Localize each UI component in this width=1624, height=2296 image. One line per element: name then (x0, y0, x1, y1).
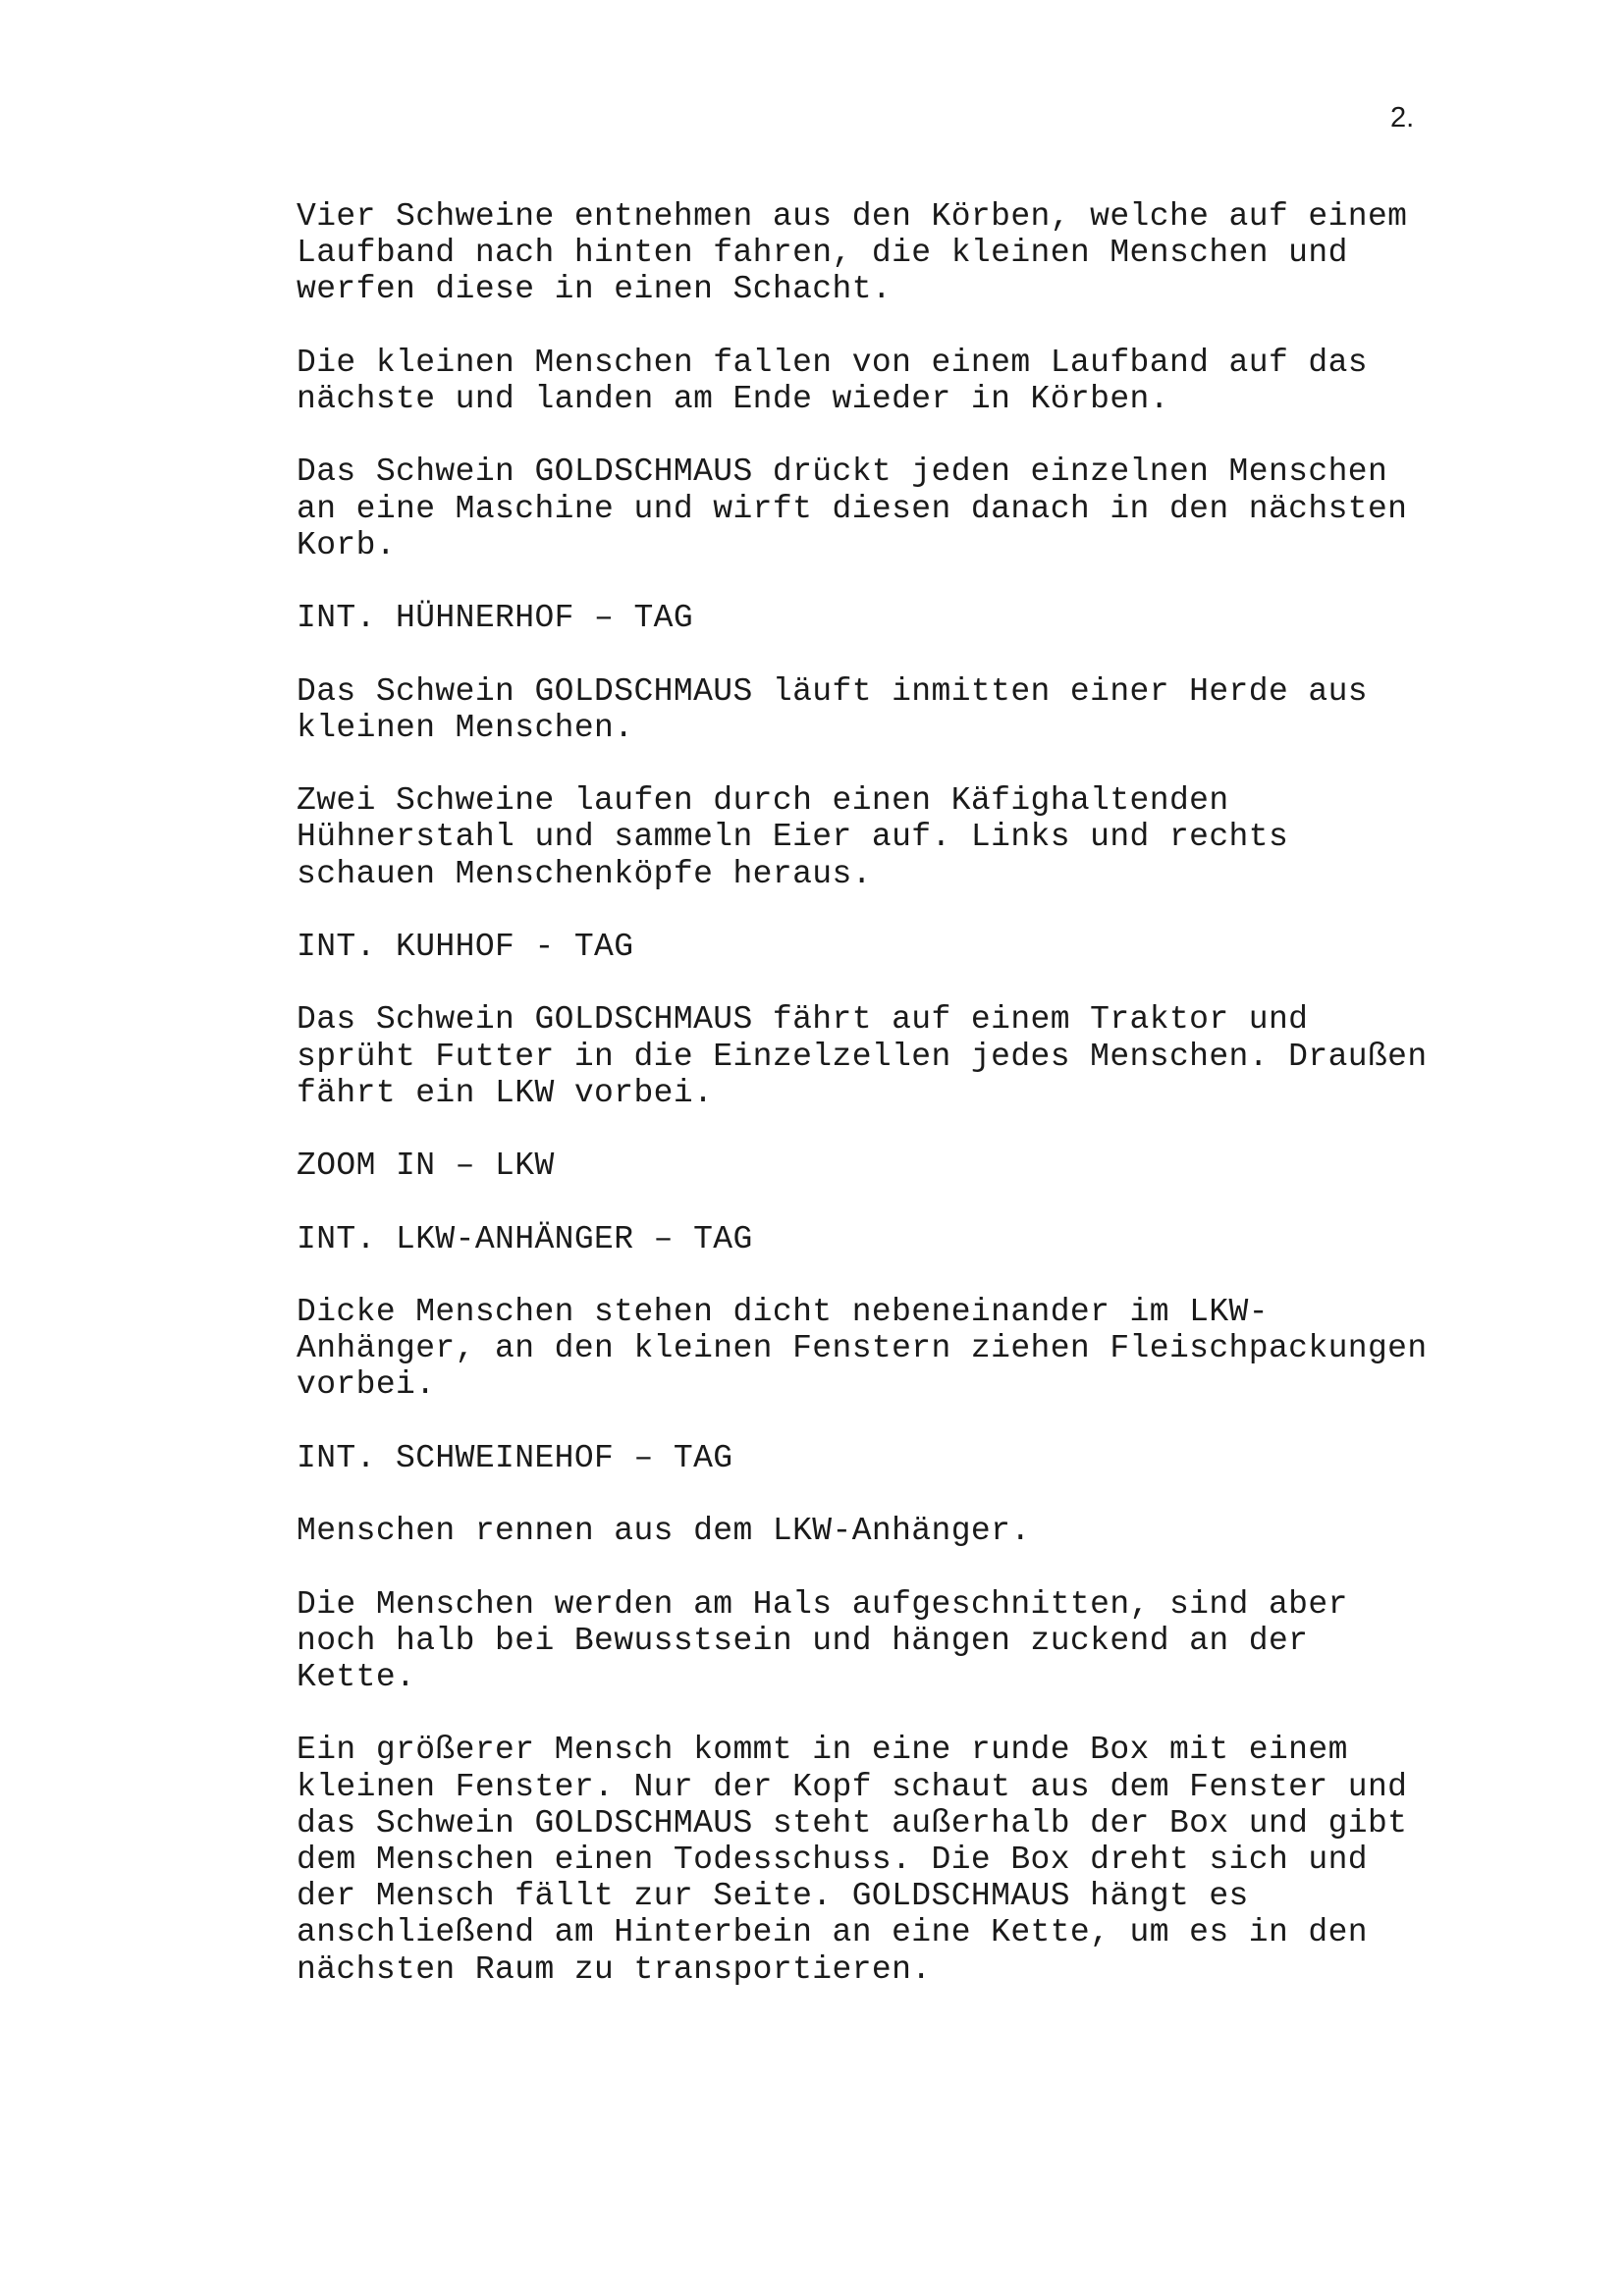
text-line: anschließend am Hinterbein an eine Kette, um es in den (297, 1914, 1368, 1951)
text-line: werfen diese in einen Schacht. (297, 271, 893, 308)
text-line: der Mensch fällt zur Seite. GOLDSCHMAUS hängt es (297, 1878, 1249, 1915)
text-line: Dicke Menschen stehen dicht nebeneinander im LKW- (297, 1293, 1269, 1330)
action-paragraph (297, 1001, 1494, 1111)
text-line: INT. SCHWEINEHOF – TAG (297, 1439, 733, 1476)
text-line: Vier Schweine entnehmen aus den Körben, welche auf einem (297, 198, 1408, 235)
screenplay-body (297, 198, 1494, 2024)
scene-heading (297, 929, 1494, 965)
scene-heading (297, 600, 1494, 636)
text-line: Laufband nach hinten fahren, die kleinen Menschen und (297, 235, 1348, 272)
text-line: INT. KUHHOF - TAG (297, 928, 634, 965)
text-line: Das Schwein GOLDSCHMAUS fährt auf einem Traktor und (297, 1001, 1309, 1039)
text-line: Die Menschen werden am Hals aufgeschnitten, sind aber (297, 1585, 1348, 1623)
text-line: INT. LKW-ANHÄNGER – TAG (297, 1220, 753, 1257)
scene-heading (297, 1440, 1494, 1476)
text-line: noch halb bei Bewusstsein und hängen zuckend an der (297, 1622, 1309, 1659)
action-paragraph (297, 1732, 1494, 1987)
text-line: Hühnerstahl und sammeln Eier auf. Links und rechts (297, 819, 1289, 856)
text-line: an eine Maschine und wirft diesen danach in den nächsten (297, 490, 1408, 527)
scene-heading (297, 1221, 1494, 1257)
text-line: kleinen Menschen. (297, 709, 634, 746)
action-paragraph (297, 1586, 1494, 1696)
text-line: ZOOM IN – LKW (297, 1148, 555, 1185)
text-line: das Schwein GOLDSCHMAUS steht außerhalb der Box und gibt (297, 1804, 1408, 1842)
text-line: Ein größerer Mensch kommt in eine runde Box mit einem (297, 1732, 1348, 1769)
text-line: fährt ein LKW vorbei. (297, 1074, 714, 1111)
page-number: 2. (1390, 102, 1415, 133)
action-paragraph (297, 1513, 1494, 1549)
text-line: INT. HÜHNERHOF – TAG (297, 600, 694, 637)
text-line: dem Menschen einen Todesschuss. Die Box dreht sich und (297, 1841, 1368, 1878)
text-line: Anhänger, an den kleinen Fenstern ziehen Fleischpackungen (297, 1330, 1428, 1367)
text-line: nächsten Raum zu transportieren. (297, 1950, 932, 1988)
text-line: Korb. (297, 526, 397, 563)
action-paragraph (297, 673, 1494, 746)
action-paragraph (297, 782, 1494, 892)
text-line: sprüht Futter in die Einzelzellen jedes Menschen. Draußen (297, 1038, 1428, 1075)
text-line: Menschen rennen aus dem LKW-Anhänger. (297, 1513, 1031, 1550)
text-line: vorbei. (297, 1366, 436, 1404)
action-paragraph (297, 1294, 1494, 1404)
text-line: Zwei Schweine laufen durch einen Käfighaltenden (297, 782, 1229, 820)
action-paragraph (297, 198, 1494, 308)
text-line: Das Schwein GOLDSCHMAUS läuft inmitten einer Herde aus (297, 672, 1368, 710)
action-paragraph (297, 454, 1494, 563)
text-line: Die kleinen Menschen fallen von einem Laufband auf das (297, 344, 1368, 381)
text-line: schauen Menschenköpfe heraus. (297, 855, 872, 892)
text-line: Kette. (297, 1658, 416, 1695)
text-line: Das Schwein GOLDSCHMAUS drückt jeden einzelnen Menschen (297, 454, 1388, 491)
scene-heading (297, 1148, 1494, 1184)
text-line: kleinen Fenster. Nur der Kopf schaut aus dem Fenster und (297, 1768, 1408, 1805)
text-line: nächste und landen am Ende wieder in Körben. (297, 381, 1169, 417)
action-paragraph (297, 345, 1494, 417)
